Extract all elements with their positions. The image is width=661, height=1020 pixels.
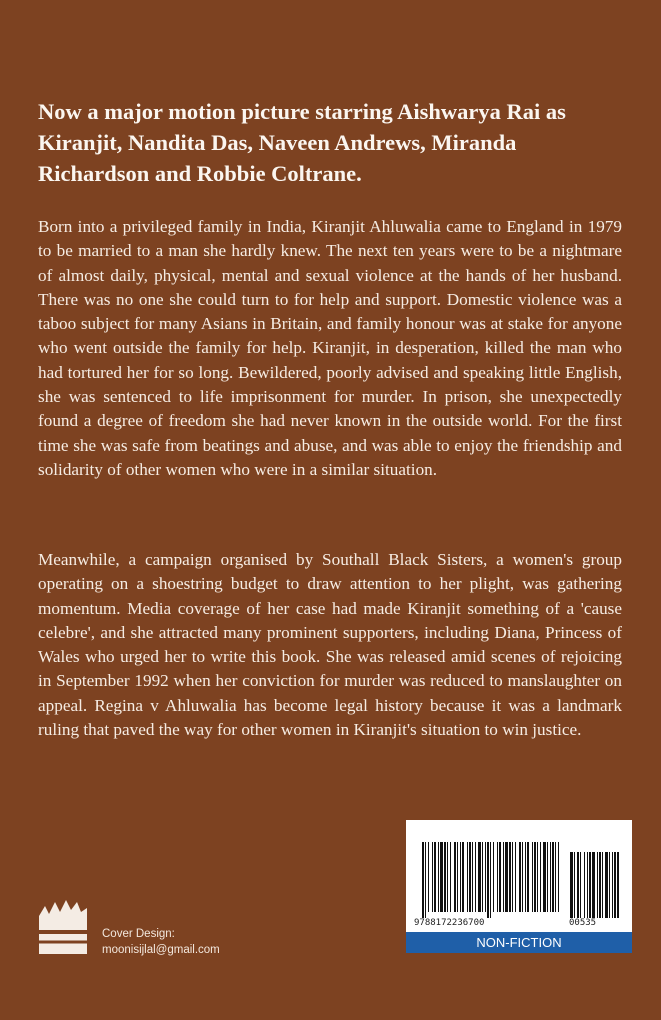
- credit-email: moonisijlal@gmail.com: [102, 944, 220, 956]
- isbn-digits: 9788172236700: [414, 918, 485, 928]
- cover-design-credit: [102, 926, 220, 958]
- synopsis-paragraph-2: Meanwhile, a campaign organised by Southall Black Sisters, a women's group operating on a shoestring budget to draw attention to her plight, was gathering momentum. Media coverage of her case had made Kiranjit something of a 'cause celebre', and she attracted many prominent supporters, including Diana, Princess of Wales who urged her to write this book. She was released amid scenes of rejoicing in September 1992 when her conviction for murder was reduced to manslaughter on appeal. Regina v Ahluwalia has become legal history because it was a landmark ruling that paved the way for other women in Kiranjit's situation to win justice.: [38, 550, 622, 740]
- headline: Now a major motion picture starring Aishwarya Rai as Kiranjit, Nandita Das, Naveen Andrews, Miranda Richardson and Robbie Coltrane.: [38, 99, 566, 186]
- harpercollins-fire-logo: [37, 896, 89, 956]
- genre-label: NON-FICTION: [406, 932, 632, 953]
- price-digits: 00535: [569, 918, 597, 928]
- barcode-digits: [414, 918, 622, 932]
- synopsis-paragraph-1: Born into a privileged family in India, Kiranjit Ahluwalia came to England in 1979 to be married to a man she hardly knew. The next ten years were to be a nightmare of almost daily, physical, mental and sexual violence at the hands of her husband. There was no one she could turn to for help and support. Domestic violence was a taboo subject for many Asians in Britain, and family honour was at stake for anyone who went outside the family for help. Kiranjit, in desperation, killed the man who had tortured her for so long. Bewildered, poorly advised and speaking little English, she was sentenced to life imprisonment for murder. In prison, she unexpectedly found a degree of freedom she had never known in the outside world. For the first time she was safe from beatings and abuse, and was able to enjoy the friendship and solidarity of other women who were in a similar situation.: [38, 217, 622, 479]
- barcode-icon: [420, 842, 620, 918]
- credit-label: Cover Design:: [102, 928, 175, 940]
- barcode-panel: [406, 820, 632, 953]
